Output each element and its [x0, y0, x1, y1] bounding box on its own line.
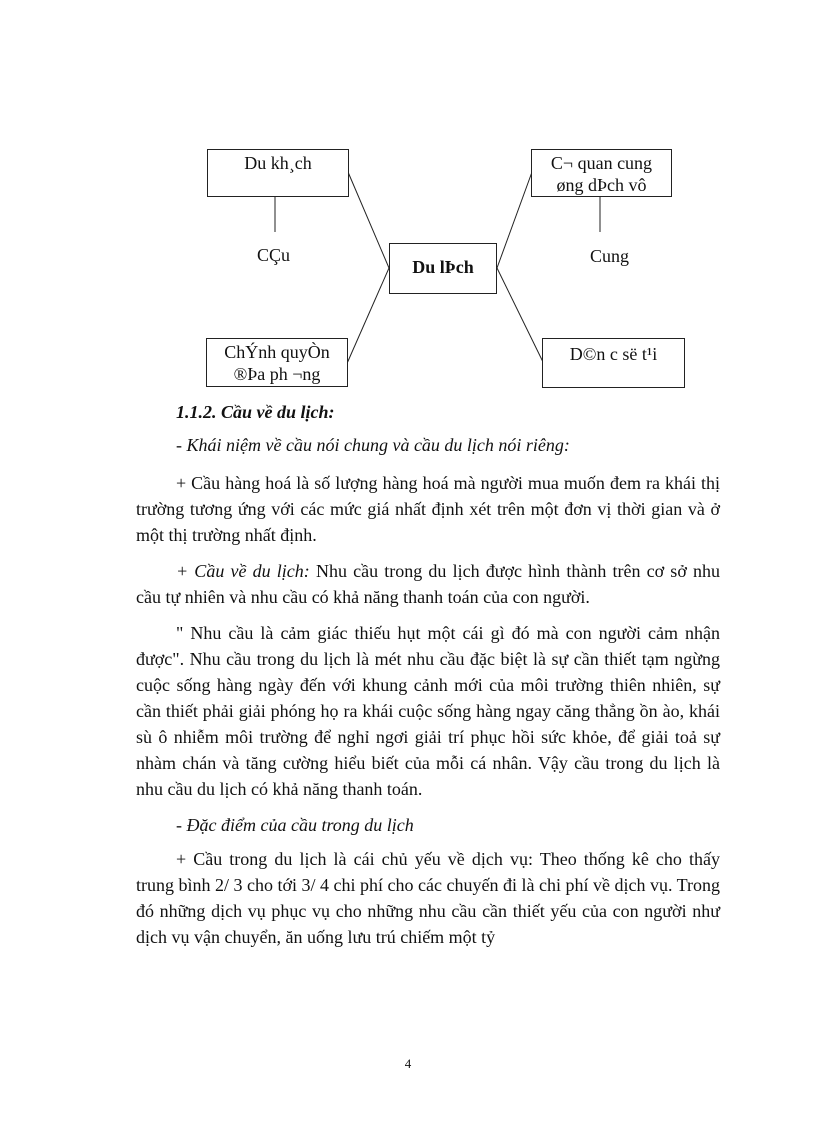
subheading-concept: - Khái niệm về cầu nói chung và cầu du lịch nói riêng:	[176, 435, 570, 455]
paragraph-service-demand: + Cầu trong du lịch là cái chủ yếu về dịch vụ: Theo thống kê cho thấy trung bình 2/ 3 cho tới 3/ 4 chi phí cho các chuyến đi là chi phí về dịch vụ. Trong đó những dịch vụ phục vụ cho những nhu cầu cần thiết yếu của con người như dịch vụ vận chuyển, ăn uống lưu trú chiếm một tỷ	[136, 849, 720, 947]
label-supply: Cung	[590, 246, 630, 266]
connector-center-supplier	[497, 172, 532, 268]
page-number: 4	[404, 1056, 412, 1071]
node-tourist: Du kh¸ch	[207, 149, 349, 197]
section-heading: 1.1.2. Cầu về du lịch:	[176, 402, 335, 422]
diagram-connector-lines	[0, 0, 816, 400]
subheading-characteristics: - Đặc điểm của cầu trong du lịch	[176, 815, 414, 835]
connector-tourist-center	[348, 172, 389, 268]
node-supplier: C¬ quan cung øng dÞch vô	[531, 149, 672, 197]
paragraph-goods-demand: + Cầu hàng hoá là số lượng hàng hoá mà người mua muốn đem ra khái thị trường tương ứng với các mức giá nhất định xét trên một đơn vị thời gian và ở một thị trường nhất định.	[136, 473, 720, 545]
paragraph-need-definition: " Nhu cầu là cảm giác thiếu hụt một cái gì đó mà con người cảm nhận được". Nhu cầu trong du lịch là mét nhu cầu đặc biệt là sự cần thiết tạm ngừng cuộc sống hàng ngày đến với khung cảnh mới của môi trường thiên nhiên, sự cần thiết phải giải phóng họ ra khái cuộc sống hàng ngay căng thẳng ồn ào, khái sù ô nhiễm môi trường để nghỉ ngơi giải trí phục hồi sức khỏe, để giải toả sự nhàm chán và tăng cường hiểu biết của mỗi cá nhân. Vậy cầu trong du lịch là nhu cầu du lịch có khả năng thanh toán.	[136, 623, 720, 799]
connector-center-residents	[497, 268, 543, 362]
node-center: Du lÞch	[389, 243, 497, 294]
connector-government-center	[345, 268, 389, 368]
node-government: ChÝnh quyÒn ®Þa ph ¬ng	[206, 338, 348, 387]
label-demand: CÇu	[257, 245, 291, 265]
node-residents: D©n c së t¹i	[542, 338, 685, 388]
paragraph-tourism-demand: + Cầu về du lịch: Nhu cầu trong du lịch được hình thành trên cơ sở nhu cầu tự nhiên và nhu cầu có khả năng thanh toán của con người.	[136, 561, 720, 607]
